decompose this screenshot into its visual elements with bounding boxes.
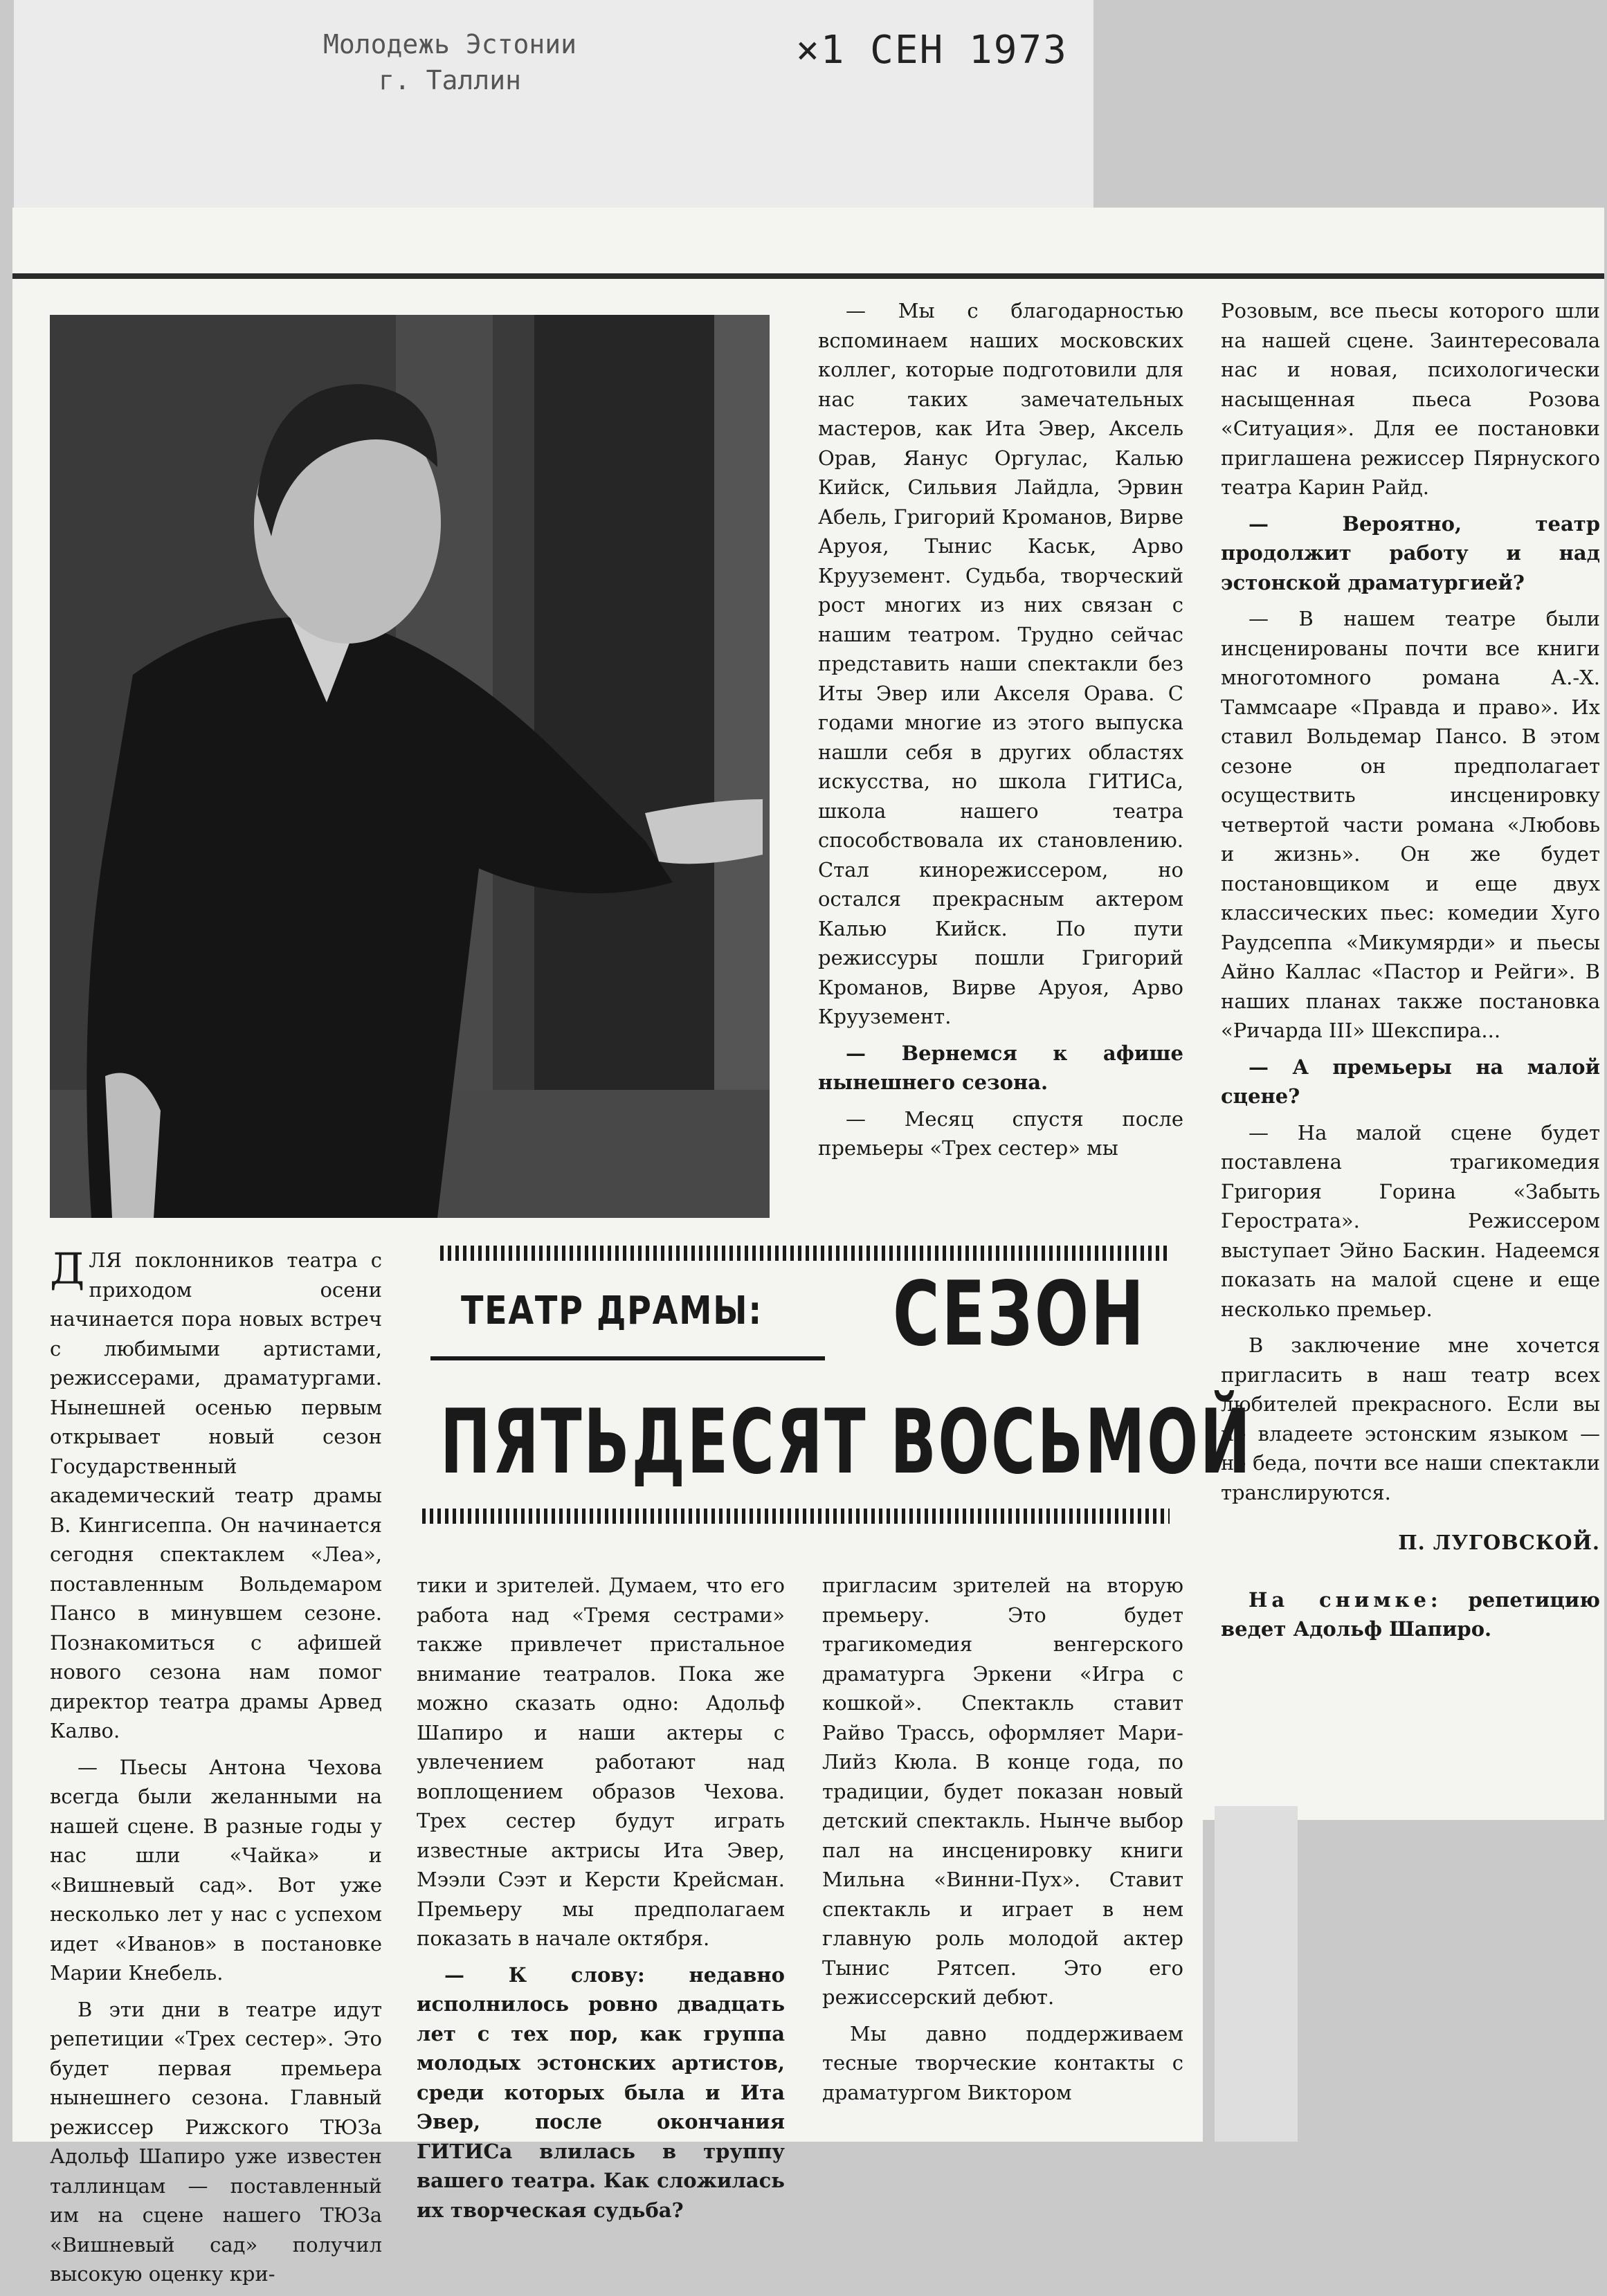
caption-text: репетицию ведет Адольф Шапиро. <box>1221 1587 1600 1641</box>
interview-question: — К слову: недавно исполнилось ровно двадцать лет с тех пор, как группа молодых эстонских артистов, среди которых была и Ита Эвер, после окончания ГИТИСа влилась в труппу вашего театра. Как сложилась их творческая судьба? <box>417 1962 785 2222</box>
photo-caption <box>1221 1585 1600 1644</box>
stamp-city: г. Таллин <box>379 65 521 95</box>
kicker-underline <box>430 1356 825 1360</box>
interview-question: — Вероятно, театр продолжит работу и над эстонской драматургией? <box>1221 511 1600 594</box>
paragraph: В заключение мне хочется пригласить в наш театр всех любителей прекрасного. Если вы не владеете эстонским языком — не беда, почти все наши спектакли транслируются. <box>1221 1333 1600 1504</box>
article-column-4 <box>822 1571 1183 2114</box>
headline-line-1: СЕЗОН <box>893 1263 1146 1366</box>
paragraph: Розовым, все пьесы которого шли на нашей сцене. Заинтересовала нас и новая, психологически насыщенная пьеса Розова «Ситуация». Для ее постановки приглашена режиссер Пярнуского театра Карин Райд. <box>1221 299 1600 499</box>
rehearsal-photo <box>50 315 770 1218</box>
source-stamp <box>270 26 630 98</box>
article-column-2 <box>417 1571 785 2232</box>
top-rule <box>12 273 1604 279</box>
paragraph: тики и зрителей. Думаем, что его работа над «Тремя сестрами» также привлечет пристальное внимание театралов. Пока же можно сказать одно: Адольф Шапиро и наши актеры с увлечением работают над воплощением образов Чехова. Трех сестер будут играть известные актрисы Ита Эвер, Мээли Сээт и Керсти Крейсман. Премьеру мы предполагаем показать в начале октября. <box>417 1574 785 1950</box>
article-column-3 <box>818 296 1183 1170</box>
paragraph: — Пьесы Антона Чехова всегда были желанными на нашей сцене. В разные годы у нас шли «Чайка» и «Вишневый сад». Вот уже несколько лет у нас с успехом идет «Иванов» в постановке Марии Кнебель. <box>50 1755 382 1985</box>
lead-paragraph <box>50 1243 382 1746</box>
article-column-5 <box>1221 296 1600 1644</box>
author-signature: П. ЛУГОВСКОЙ. <box>1398 1531 1600 1554</box>
date-stamp: ×1 СЕН 1973 <box>796 28 1068 73</box>
paragraph: — В нашем театре были инсценированы почти все книги многотомного романа А.-Х. Таммсааре «Правда и право». Их ставил Вольдемар Пансо. В этом сезоне он предполагает осуществить инсценировку четвертой части романа «Любовь и жизнь». Он же будет постановщиком и еще двух классических пьес: комедии Хуго Раудсеппа «Микумярди» и пьесы Айно Каллас «Пастор и Рейги». В наших планах также постановка «Ричарда III» Шекспира... <box>1221 607 1600 1042</box>
headline-rule-top <box>440 1246 1167 1261</box>
paper-backing <box>1215 1806 1298 2142</box>
paragraph: — На малой сцене будет поставлена трагикомедия Григория Горина «Забыть Герострата». Режиссером выступает Эйно Баскин. Надеемся показать на малой сцене и еще несколько премьер. <box>1221 1120 1600 1321</box>
headline-kicker: ТЕАТР ДРАМЫ: <box>461 1288 763 1333</box>
lead-text: ЛЯ поклонников театра с приходом осени начинается пора новых встреч с любимыми артистами, режиссерами, драматургами. Нынешней осенью первым открывает новый сезон Государственный академический театр драмы В. Кингисеппа. Он начинается сегодня спектаклем «Леа», поставленным Вольдемаром Пансо в минувшем сезоне. Познакомиться с афишей нового сезона нам помог директор театра драмы Арвед Калво. <box>50 1248 382 1742</box>
man-portrait-illustration <box>50 315 770 1218</box>
paragraph: В эти дни в театре идут репетиции «Трех сестер». Это будет первая премьера нынешнего сезона. Главный режиссер Рижского ТЮЗа Адольф Шапиро уже известен таллинцам — поставленный им на сцене нашего ТЮЗа «Вишневый сад» получил высокую оценку кри- <box>50 1997 382 2286</box>
drop-cap: Д <box>50 1243 85 1294</box>
paragraph: — Мы с благодарностью вспоминаем наших московских коллег, которые подготовили для нас таких замечательных мастеров, как Ита Эвер, Аксель Орав, Яанус Оргулас, Калью Кийск, Сильвия Лайдла, Эрвин Абель, Григорий Кроманов, Вирве Аруоя, Тынис Каськ, Арво Крууземент. Судьба, творческий рост многих из них связан с нашим театром. Трудно сейчас представить наши спектакли без Иты Эвер или Акселя Орава. С годами многие из этого выпуска нашли себя в других областях искусства, но школа ГИТИСа, школа нашего театра способствовала их становлению. Стал кинорежиссером, но остался прекрасным актером Калью Кийск. По пути режиссуры пошли Григорий Кроманов, Вирве Аруоя, Арво Крууземент. <box>818 299 1183 1028</box>
article-column-1 <box>50 1243 382 2296</box>
caption-lead: На снимке: <box>1249 1587 1442 1612</box>
paragraph: — Месяц спустя после премьеры «Трех сестер» мы <box>818 1106 1183 1160</box>
paragraph: Мы давно поддерживаем тесные творческие контакты с драматургом Виктором <box>822 2021 1183 2104</box>
paragraph: пригласим зрителей на вторую премьеру. Это будет трагикомедия венгерского драматурга Эркени «Игра с кошкой». Спектакль ставит Райво Трассь, оформляет Мари-Лийз Кюла. В конце года, по традиции, будет показан новый детский спектакль. Нынче выбор пал на инсценировку книги Мильна «Винни-Пух». Ставит спектакль и играет в нем главную роль молодой актер Тынис Рятсеп. Это его режиссерский дебют. <box>822 1574 1183 2009</box>
interview-question: — А премьеры на малой сцене? <box>1221 1055 1600 1108</box>
headline-line-2: ПЯТЬДЕСЯТ ВОСЬМОЙ <box>440 1391 1253 1494</box>
interview-question: — Вернемся к афише нынешнего сезона. <box>818 1041 1183 1094</box>
headline-rule-bottom <box>422 1509 1170 1524</box>
stamp-newspaper: Молодежь Эстонии <box>323 29 577 60</box>
